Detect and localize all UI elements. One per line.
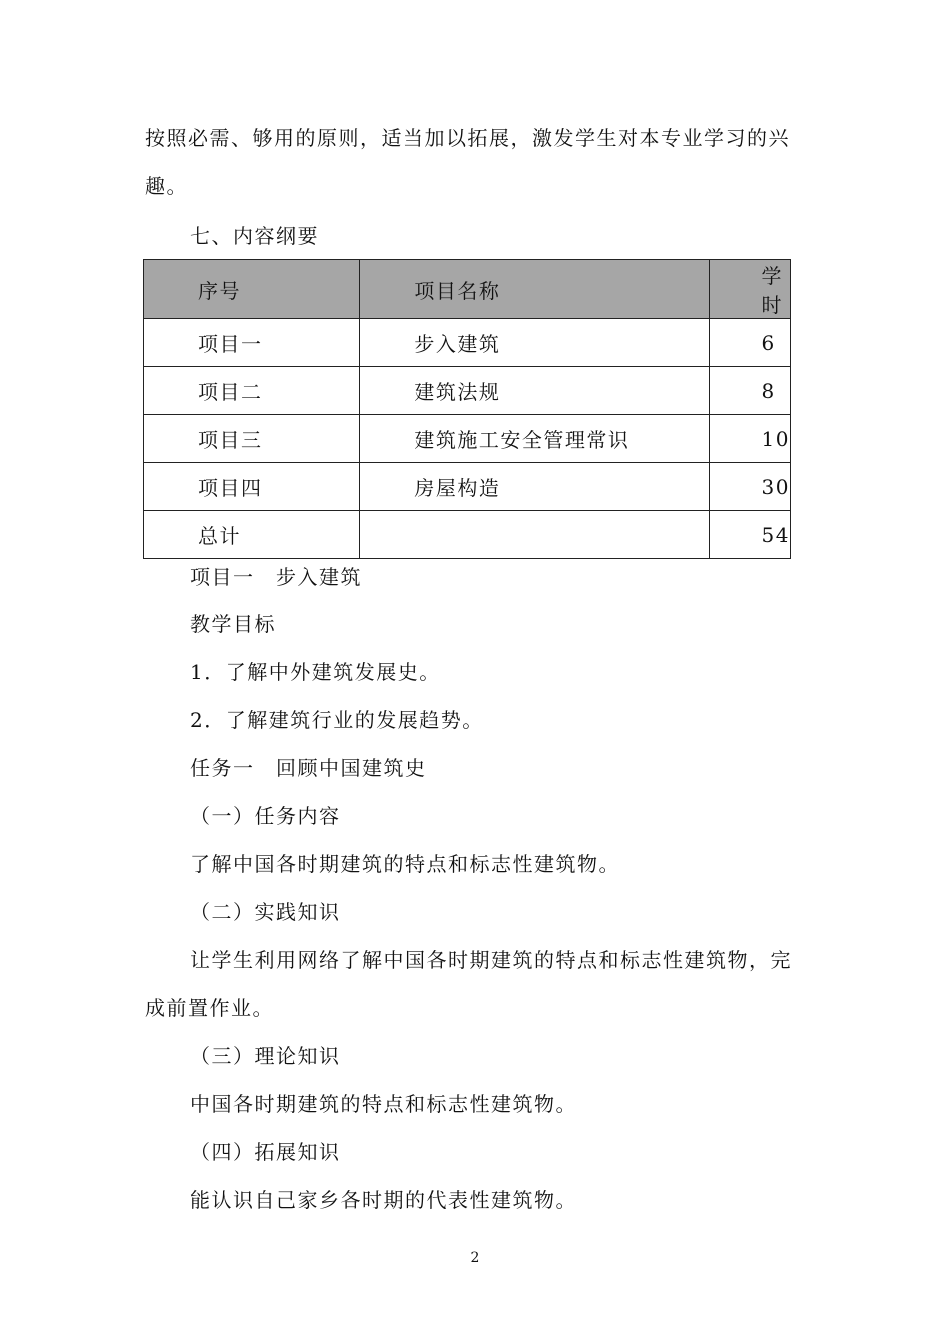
project-heading: 项目一 步入建筑 <box>190 565 362 589</box>
paragraph-line: 了解中国各时期建筑的特点和标志性建筑物。 <box>190 852 620 876</box>
table-cell: 房屋构造 <box>360 463 709 511</box>
table-cell: 54 <box>709 511 790 559</box>
table-row <box>144 319 791 367</box>
table-row <box>144 367 791 415</box>
paragraph-line: 按照必需、够用的原则，适当加以拓展，激发学生对本专业学习的兴 <box>145 126 790 150</box>
table-row <box>144 415 791 463</box>
paragraph-line: 成前置作业。 <box>145 996 274 1020</box>
paragraph-line: 中国各时期建筑的特点和标志性建筑物。 <box>190 1092 577 1116</box>
goal-item: 1．了解中外建筑发展史。 <box>190 660 441 684</box>
table-header-row <box>144 260 791 319</box>
subsection-heading: （一）任务内容 <box>190 804 341 828</box>
table-cell: 8 <box>709 367 790 415</box>
header-cell: 序号 <box>144 260 360 319</box>
header-cell: 学时 <box>709 260 790 319</box>
table-cell: 建筑施工安全管理常识 <box>360 415 709 463</box>
paragraph-line: 让学生利用网络了解中国各时期建筑的特点和标志性建筑物，完 <box>190 948 792 972</box>
page-number: 2 <box>470 1250 480 1266</box>
table-cell: 总计 <box>144 511 360 559</box>
paragraph-line: 能认识自己家乡各时期的代表性建筑物。 <box>190 1188 577 1212</box>
table-cell <box>360 511 709 559</box>
task-heading: 任务一 回顾中国建筑史 <box>190 756 427 780</box>
table-row <box>144 511 791 559</box>
header-cell: 项目名称 <box>360 260 709 319</box>
subsection-heading: （三）理论知识 <box>190 1044 341 1068</box>
table-cell: 项目二 <box>144 367 360 415</box>
goal-heading: 教学目标 <box>190 612 276 636</box>
table-cell: 项目四 <box>144 463 360 511</box>
table-cell: 6 <box>709 319 790 367</box>
table-cell: 建筑法规 <box>360 367 709 415</box>
subsection-heading: （四）拓展知识 <box>190 1140 341 1164</box>
table-cell: 项目三 <box>144 415 360 463</box>
table-cell: 步入建筑 <box>360 319 709 367</box>
table-row <box>144 463 791 511</box>
table-cell: 10 <box>709 415 790 463</box>
table-cell: 项目一 <box>144 319 360 367</box>
section-heading: 七、内容纲要 <box>190 224 319 248</box>
goal-item: 2．了解建筑行业的发展趋势。 <box>190 708 484 732</box>
table-cell: 30 <box>709 463 790 511</box>
paragraph-line: 趣。 <box>145 174 188 198</box>
outline-table <box>143 259 791 559</box>
subsection-heading: （二）实践知识 <box>190 900 341 924</box>
